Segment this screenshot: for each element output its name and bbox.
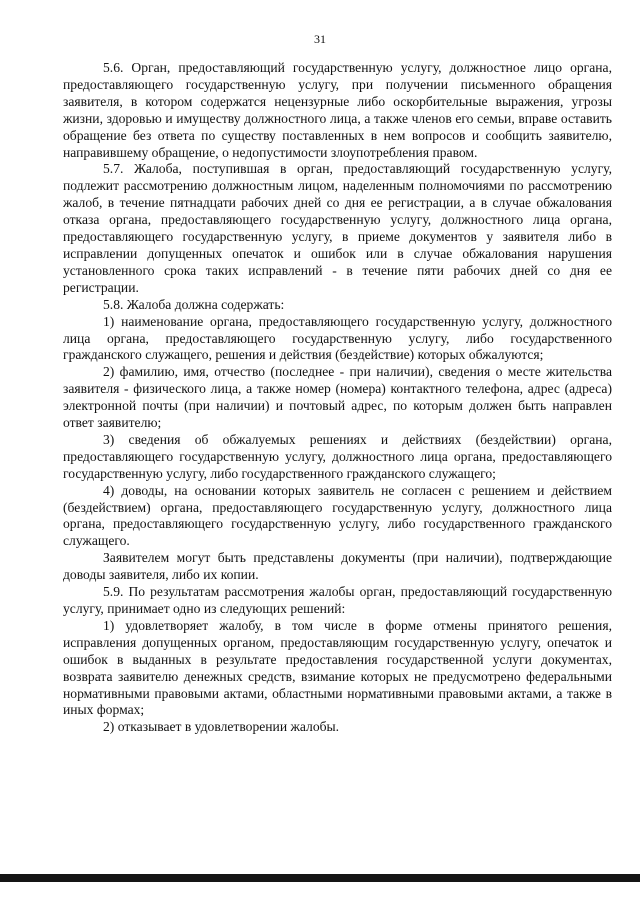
paragraph-documents-note: Заявителем могут быть представлены документы (при наличии), подтверждающие доводы заявителя, либо их копии. [63,550,612,583]
list-item-5-9-1: 1) удовлетворяет жалобу, в том числе в форме отмены принятого решения, исправления допущенных органом, предоставляющим государственную услугу, опечаток и ошибок в выданных в результате предоставления государственной услуги документах, возврата заявителю денежных средств, взимание которых не предусмотрено федеральными нормативными правовыми актами, областными нормативными правовыми актами, а также в иных формах; [63,617,612,718]
list-item-5-8-3: 3) сведения об обжалуемых решениях и действиях (бездействии) органа, предоставляющего государственную услугу, должностного лица органа, предоставляющего государственную услугу, либо государственного гражданского служащего; [63,431,612,481]
paragraph-5-8: 5.8. Жалоба должна содержать: [103,296,285,312]
list-item-5-8-1: 1) наименование органа, предоставляющего государственную услугу, должностного лица органа, предоставляющего государственную услугу, либо государственного гражданского служащего, решения и действия (бездействие) которых обжалуются; [63,313,612,363]
paragraph-5-7: 5.7. Жалоба, поступившая в орган, предоставляющий государственную услугу, подлежит рассмотрению должностным лицом, наделенным полномочиями по рассмотрению жалоб, в течение пятнадцати рабочих дней со дня ее регистрации, а в случае обжалования отказа органа, предоставляющего государственную услугу, должностного лица органа, предоставляющего государственную услугу, в приеме документов у заявителя либо в исправлении допущенных опечаток и ошибок или в случае обжалования нарушения установленного срока таких исправлений - в течение пяти рабочих дней со дня ее регистрации. [63,161,612,295]
list-item-5-8-2: 2) фамилию, имя, отчество (последнее - при наличии), сведения о месте жительства заявителя - физического лица, а также номер (номера) контактного телефона, адрес (адреса) электронной почты (при наличии) и почтовый адрес, по которым должен быть направлен ответ заявителю; [63,364,612,431]
list-item-5-9-2: 2) отказывает в удовлетворении жалобы. [103,719,340,735]
document-body [63,60,612,736]
scan-bottom-border [0,874,640,882]
paragraph-5-9: 5.9. По результатам рассмотрения жалобы орган, предоставляющий государственную услугу, принимает одно из следующих решений: [63,584,612,616]
page-number: 31 [314,32,326,46]
paragraph-5-6: 5.6. Орган, предоставляющий государственную услугу, должностное лицо органа, предоставляющего государственную услугу, при получении письменного обращения заявителя, в котором содержатся нецензурные либо оскорбительные выражения, угрозы жизни, здоровью и имуществу должностного лица, а также членов его семьи, вправе оставить обращение без ответа по существу поставленных в нем вопросов и сообщить заявителю, направившему обращение, о недопустимости злоупотребления правом. [63,60,612,160]
list-item-5-8-4: 4) доводы, на основании которых заявитель не согласен с решением и действием (бездействием) органа, предоставляющего государственную услугу, должностного лица органа, предоставляющего государственную услугу, либо государственного гражданского служащего. [63,482,612,549]
